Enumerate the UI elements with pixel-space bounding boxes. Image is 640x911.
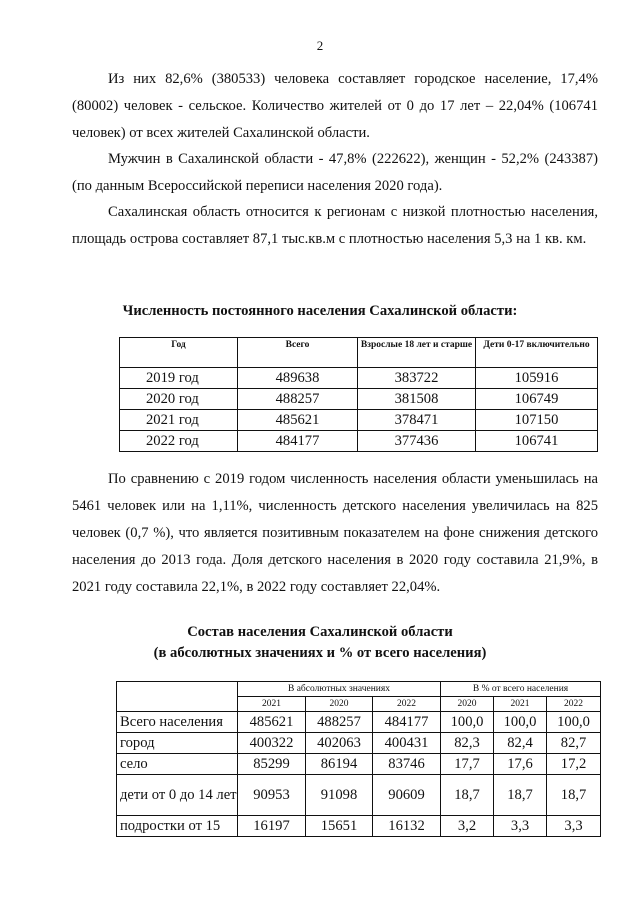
composition-table (116, 681, 601, 837)
cell-percent: 3,2 (441, 816, 494, 837)
cell-value: 485621 (238, 712, 306, 733)
table2-subtitle: (в абсолютных значениях и % от всего населения) (153, 645, 487, 661)
header-total: Всего (238, 338, 358, 368)
cell-value: 86194 (306, 754, 373, 775)
row-label: подростки от 15 (117, 816, 238, 837)
cell-percent: 3,3 (494, 816, 547, 837)
cell-value: 90953 (238, 775, 306, 816)
cell-percent: 100,0 (547, 712, 601, 733)
cell-percent: 3,3 (547, 816, 601, 837)
header-year: Год (120, 338, 238, 368)
table-row (117, 754, 601, 775)
cell-children: 106741 (476, 431, 598, 452)
population-table (119, 337, 598, 452)
cell-adults: 383722 (358, 368, 476, 389)
table-row (120, 431, 598, 452)
cell-percent: 100,0 (441, 712, 494, 733)
cell-value: 85299 (238, 754, 306, 775)
table-row (117, 775, 601, 816)
row-label: Всего населения (117, 712, 238, 733)
cell-value: 484177 (373, 712, 441, 733)
table2-title: Состав населения Сахалинской области (187, 624, 453, 640)
cell-children: 106749 (476, 389, 598, 410)
table-header-row (120, 338, 598, 368)
paragraph-density: Сахалинская область относится к регионам с низкой плотностью населения, площадь острова составляет 87,1 тыс.кв.м с плотностью населения 5,3 на 1 кв. км. (72, 204, 598, 247)
cell-year: 2020 год (120, 389, 238, 410)
header-children: Дети 0-17 включительно (476, 338, 598, 368)
cell-children: 105916 (476, 368, 598, 389)
cell-percent: 100,0 (494, 712, 547, 733)
header-year: 2022 (547, 697, 601, 712)
header-blank (117, 682, 238, 712)
table1-title: Численность постоянного населения Сахалинской области: (122, 303, 518, 319)
cell-total: 484177 (238, 431, 358, 452)
header-year: 2022 (373, 697, 441, 712)
cell-percent: 18,7 (494, 775, 547, 816)
cell-value: 16197 (238, 816, 306, 837)
cell-percent: 17,2 (547, 754, 601, 775)
table-header-row (117, 682, 601, 697)
cell-percent: 82,3 (441, 733, 494, 754)
cell-year: 2022 год (120, 431, 238, 452)
cell-adults: 378471 (358, 410, 476, 431)
cell-value: 16132 (373, 816, 441, 837)
cell-percent: 18,7 (547, 775, 601, 816)
paragraph-gender: Мужчин в Сахалинской области - 47,8% (222622), женщин - 52,2% (243387) (по данным Всероссийской переписи населения 2020 года). (72, 151, 598, 194)
row-label: город (117, 733, 238, 754)
cell-percent: 17,7 (441, 754, 494, 775)
cell-value: 15651 (306, 816, 373, 837)
paragraph-comparison: По сравнению с 2019 годом численность населения области уменьшилась на 5461 человек или на 1,11%, численность детского населения увеличилась на 825 человек (0,7 %), что является позитивным показателем на фоне снижения детского населения до 2013 года. Доля детского населения в 2020 году составила 21,9%, в 2021 году составила 22,1%, в 2022 году составляет 22,04%. (72, 471, 598, 595)
cell-year: 2021 год (120, 410, 238, 431)
cell-percent: 18,7 (441, 775, 494, 816)
cell-value: 90609 (373, 775, 441, 816)
cell-children: 107150 (476, 410, 598, 431)
table-row (120, 368, 598, 389)
cell-percent: 82,4 (494, 733, 547, 754)
cell-percent: 82,7 (547, 733, 601, 754)
page-number: 2 (316, 38, 324, 53)
header-absolute-group: В абсолютных значениях (238, 682, 441, 697)
cell-value: 91098 (306, 775, 373, 816)
header-year: 2020 (441, 697, 494, 712)
cell-value: 400431 (373, 733, 441, 754)
table-row (117, 816, 601, 837)
header-year: 2021 (238, 697, 306, 712)
header-year: 2021 (494, 697, 547, 712)
table-row (117, 712, 601, 733)
row-label: село (117, 754, 238, 775)
row-label: дети от 0 до 14 лет (117, 775, 238, 816)
table-row (120, 389, 598, 410)
cell-total: 488257 (238, 389, 358, 410)
paragraph-urban-rural: Из них 82,6% (380533) человека составляет городское население, 17,4% (80002) человек - сельское. Количество жителей от 0 до 17 лет – 22,04% (106741 человек) от всех жителей Сахалинской области. (72, 71, 598, 141)
cell-value: 83746 (373, 754, 441, 775)
cell-total: 489638 (238, 368, 358, 389)
cell-value: 400322 (238, 733, 306, 754)
cell-percent: 17,6 (494, 754, 547, 775)
cell-adults: 381508 (358, 389, 476, 410)
cell-adults: 377436 (358, 431, 476, 452)
header-adults: Взрослые 18 лет и старше (358, 338, 476, 368)
cell-value: 488257 (306, 712, 373, 733)
table-row (120, 410, 598, 431)
cell-year: 2019 год (120, 368, 238, 389)
cell-value: 402063 (306, 733, 373, 754)
cell-total: 485621 (238, 410, 358, 431)
table-row (117, 733, 601, 754)
header-year: 2020 (306, 697, 373, 712)
header-percent-group: В % от всего населения (441, 682, 601, 697)
